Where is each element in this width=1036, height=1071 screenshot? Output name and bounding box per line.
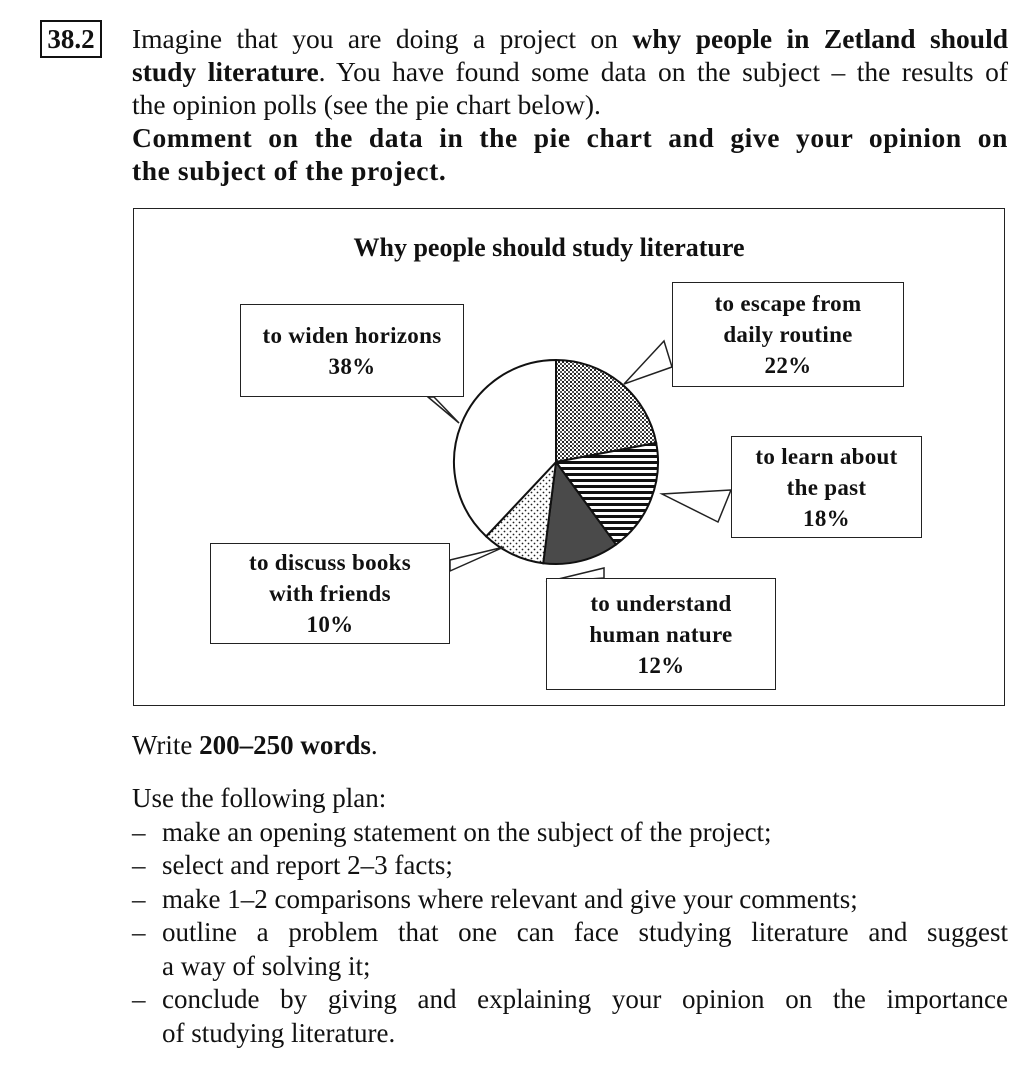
instruction-line-1: Comment on the data in the pie chart and give your opinion on bbox=[132, 122, 1008, 153]
intro-line-1 bbox=[132, 22, 1008, 55]
task-number: 38.2 bbox=[47, 23, 95, 54]
plan-intro: Use the following plan: bbox=[132, 783, 387, 813]
intro-bold-topic: study literature bbox=[132, 56, 319, 87]
slice-label: with friends bbox=[269, 581, 391, 606]
slice-label: to learn about bbox=[755, 443, 898, 469]
plan-item bbox=[132, 849, 1008, 883]
callout-escape-routine bbox=[672, 282, 904, 387]
plan-item bbox=[132, 883, 1008, 917]
dash-bullet: – bbox=[132, 850, 146, 880]
slice-label: the past bbox=[786, 474, 867, 500]
plan-item bbox=[132, 916, 1008, 983]
callout-widen-horizons bbox=[240, 304, 464, 397]
slice-label: to widen horizons bbox=[262, 322, 442, 348]
callout-pointer bbox=[662, 490, 731, 522]
plan-item-text: make an opening statement on the subject of the project; bbox=[162, 816, 772, 847]
slice-value: 12% bbox=[637, 652, 685, 678]
slice-value: 18% bbox=[803, 505, 850, 531]
dash-bullet: – bbox=[132, 984, 146, 1014]
word-count-instruction bbox=[132, 730, 378, 761]
write-text: Write bbox=[132, 730, 200, 760]
plan-item-text: outline a problem that one can face studying literature and suggest bbox=[162, 917, 1008, 947]
callout-human-nature bbox=[546, 578, 776, 690]
intro-line-3: the opinion polls (see the pie chart below). bbox=[132, 89, 601, 120]
plan-item bbox=[132, 816, 1008, 850]
plan-item-text: make 1–2 comparisons where relevant and give your comments; bbox=[162, 883, 858, 914]
callout-learn-past bbox=[731, 436, 922, 538]
chart-title: Why people should study literature bbox=[353, 233, 745, 262]
plan-item-text: select and report 2–3 facts; bbox=[162, 850, 453, 880]
slice-label: human nature bbox=[589, 621, 733, 647]
plan-item-text: conclude by giving and explaining your opinion on the importance bbox=[162, 984, 1008, 1014]
plan-item-text-cont: a way of solving it; bbox=[162, 950, 371, 981]
intro-text-2: . You have found some data on the subject – the results of bbox=[318, 56, 1008, 87]
callout-discuss-books bbox=[210, 543, 450, 644]
slice-label: to understand bbox=[590, 590, 732, 616]
slice-value: 10% bbox=[306, 612, 354, 637]
pie-chart-frame bbox=[133, 208, 1005, 706]
plan-list bbox=[132, 816, 1008, 1051]
slice-label: to discuss books bbox=[248, 550, 412, 575]
write-punct: . bbox=[370, 730, 378, 760]
dash-bullet: – bbox=[132, 883, 146, 914]
task-intro bbox=[132, 22, 1008, 187]
intro-line-2 bbox=[132, 55, 1008, 88]
task-number-box bbox=[40, 20, 102, 58]
callout-pointer bbox=[450, 547, 504, 571]
plan-item-text-cont: of studying literature. bbox=[162, 1017, 396, 1048]
slice-value: 22% bbox=[764, 353, 812, 378]
intro-bold: why people in Zetland should bbox=[632, 23, 1008, 54]
dash-bullet: – bbox=[132, 917, 146, 947]
intro-text: Imagine that you are doing a project on bbox=[132, 23, 633, 54]
word-count: 200–250 words bbox=[199, 730, 371, 760]
plan-item bbox=[132, 983, 1008, 1050]
slice-label: daily routine bbox=[723, 322, 853, 347]
slice-value: 38% bbox=[328, 353, 376, 379]
dash-bullet: – bbox=[132, 816, 146, 847]
callout-pointer bbox=[624, 341, 672, 384]
instruction-line-2: the subject of the project. bbox=[132, 155, 447, 186]
slice-label: to escape from bbox=[714, 291, 862, 316]
callout-pointer bbox=[428, 397, 459, 423]
essay-plan bbox=[132, 782, 1008, 1050]
